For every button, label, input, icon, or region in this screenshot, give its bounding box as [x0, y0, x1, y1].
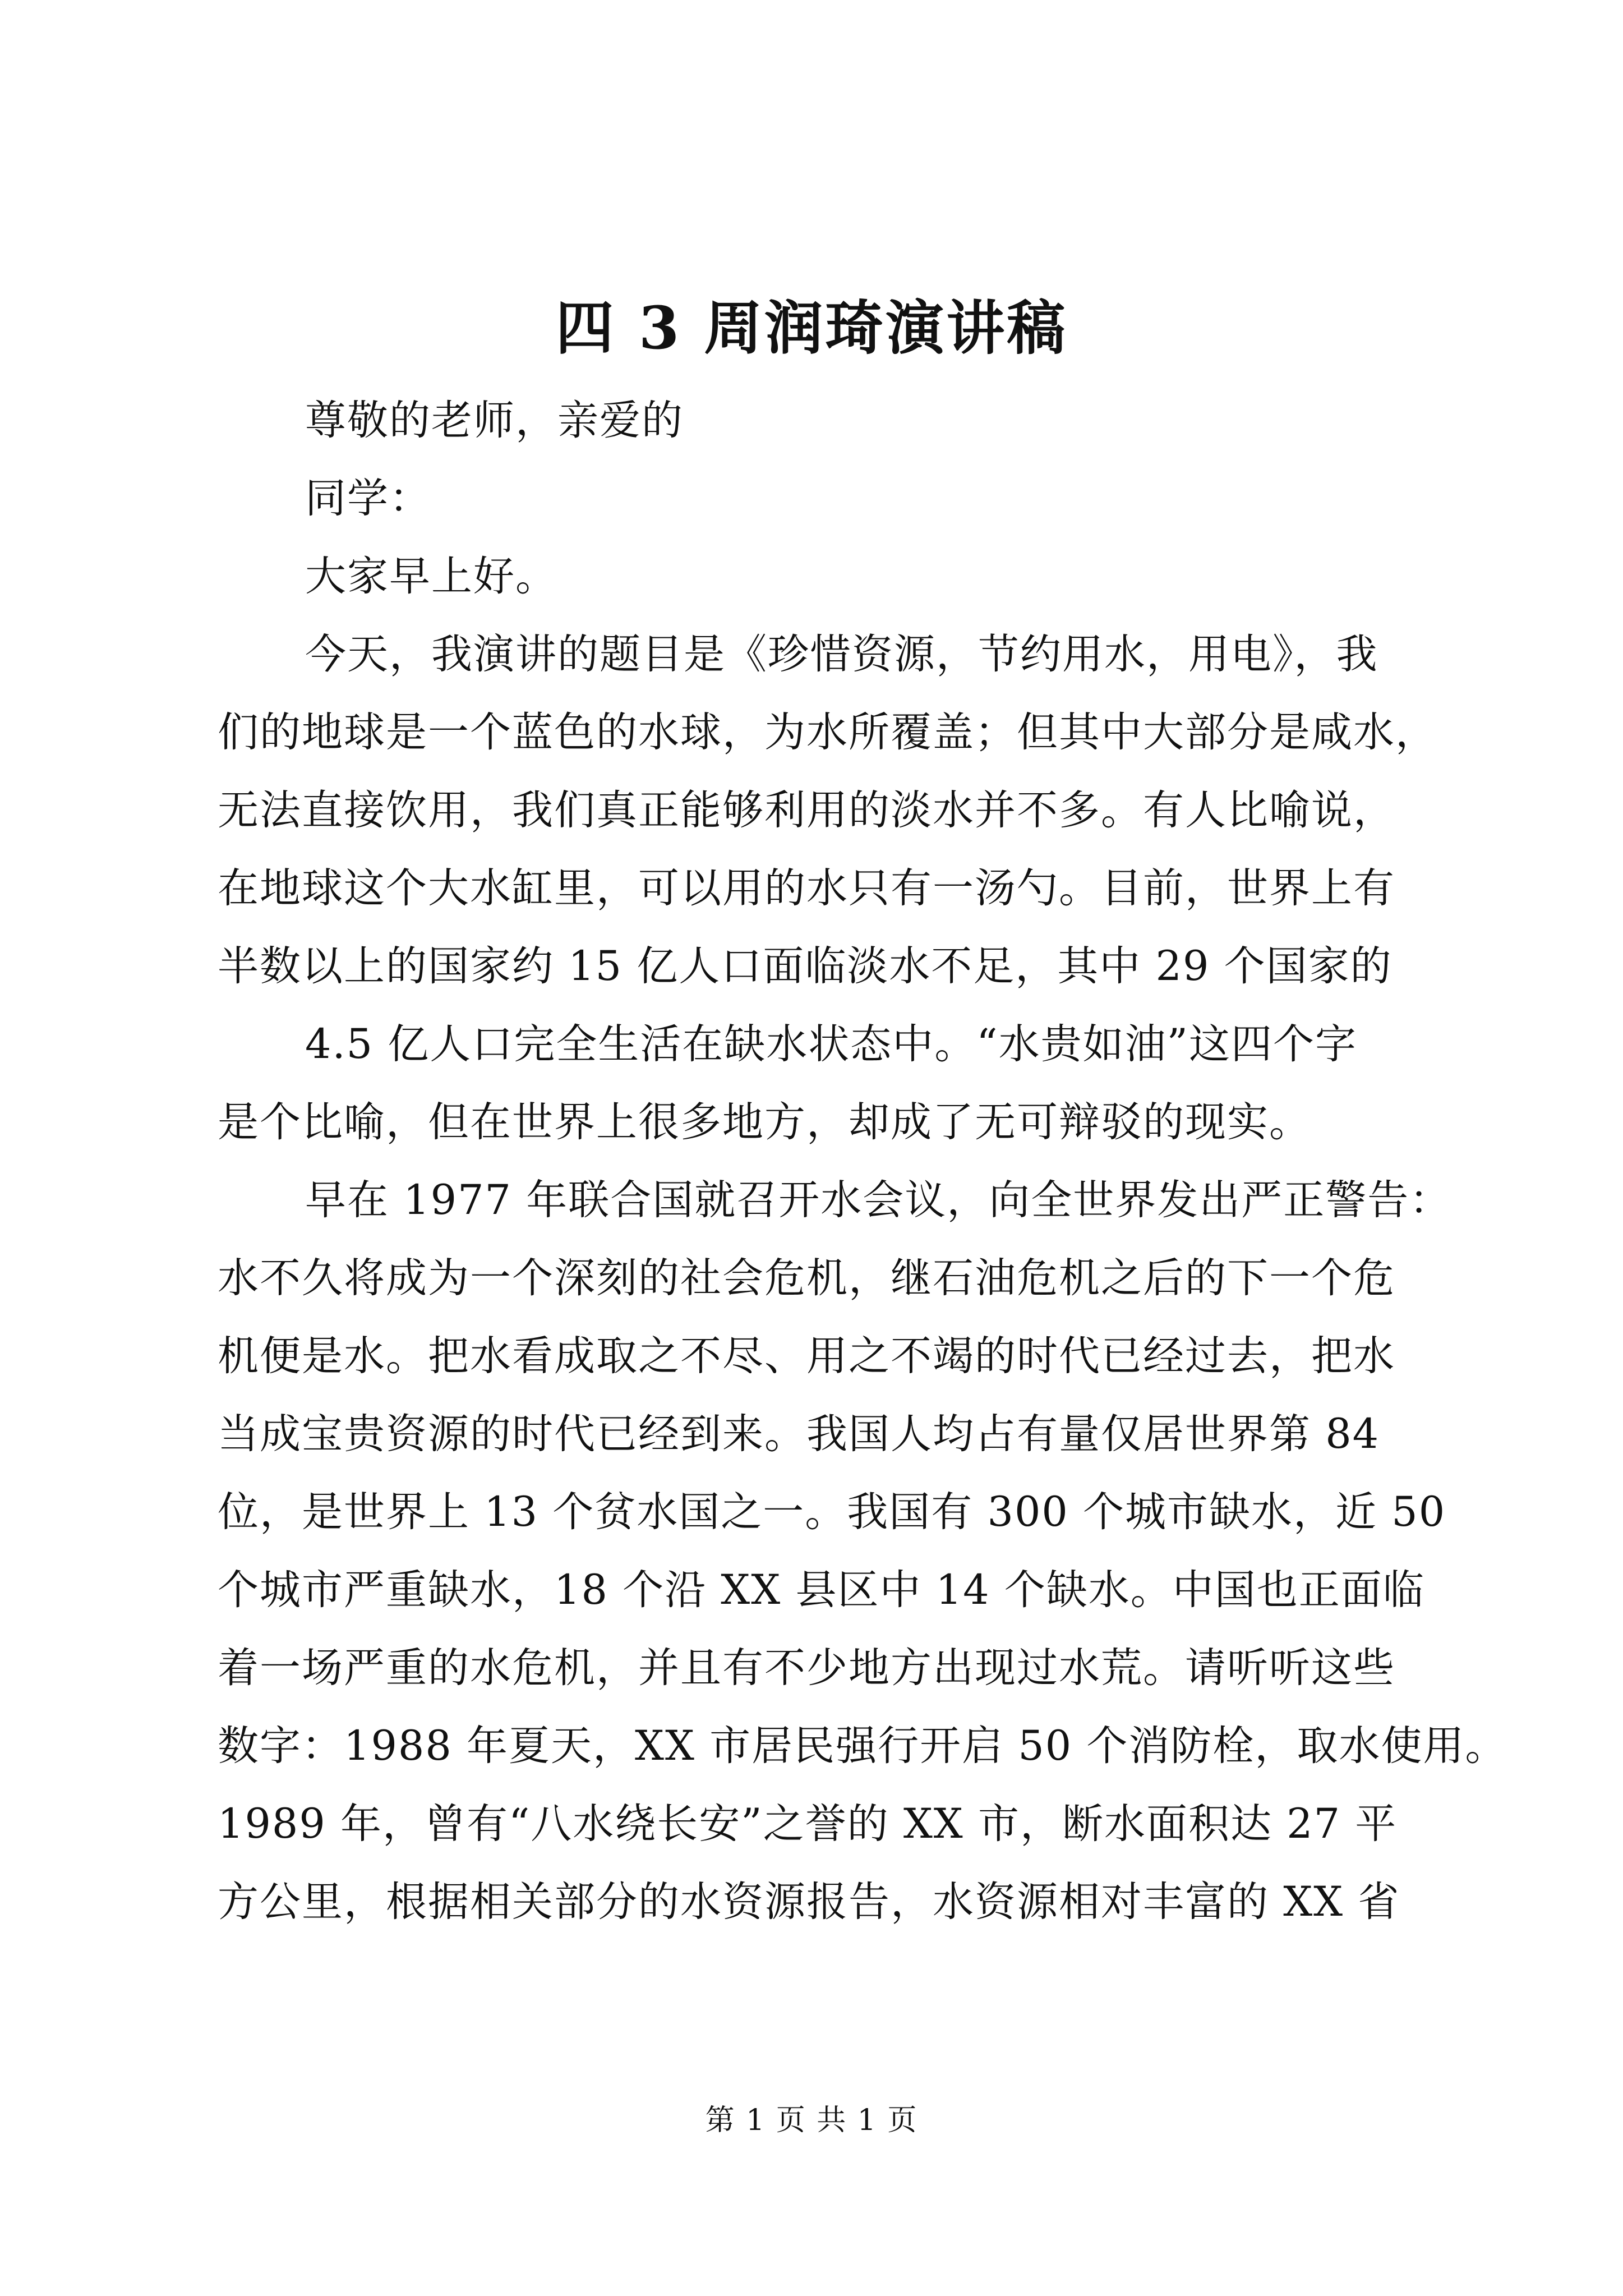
document-body [218, 381, 1507, 1941]
body-line: 方公里，根据相关部分的水资源报告，水资源相对丰富的 XX 省 [218, 1878, 1400, 1926]
body-line: 半数以上的国家约 15 亿人口面临淡水不足，其中 29 个国家的 [218, 942, 1393, 990]
body-line: 同学： [305, 475, 431, 522]
body-line: 早在 1977 年联合国就召开水会议，向全世界发出严正警告： [305, 1176, 1452, 1224]
body-line: 当成宝贵资源的时代已经到来。我国人均占有量仅居世界第 84 [218, 1410, 1380, 1458]
body-line: 大家早上好。 [305, 553, 557, 600]
body-line: 4.5 亿人口完全生活在缺水状态中。“水贵如油”这四个字 [305, 1020, 1357, 1068]
body-line: 今天，我演讲的题目是《珍惜资源，节约用水，用电》，我 [305, 631, 1378, 678]
body-line: 无法直接饮用，我们真正能够利用的淡水并不多。有人比喻说， [218, 786, 1395, 834]
body-line: 机便是水。把水看成取之不尽、用之不竭的时代已经过去，把水 [218, 1332, 1395, 1380]
body-line: 尊敬的老师，亲爱的 [305, 397, 684, 444]
body-line: 数字：1988 年夏天，XX 市居民强行开启 50 个消防栓，取水使用。 [218, 1722, 1507, 1770]
body-line: 着一场严重的水危机，并且有不少地方出现过水荒。请听听这些 [218, 1644, 1395, 1692]
body-line: 是个比喻，但在世界上很多地方，却成了无可辩驳的现实。 [218, 1098, 1311, 1146]
body-line: 们的地球是一个蓝色的水球，为水所覆盖；但其中大部分是咸水， [218, 708, 1437, 756]
body-line: 1989 年，曾有“八水绕长安”之誉的 XX 市，断水面积达 27 平 [218, 1800, 1398, 1848]
body-line: 在地球这个大水缸里，可以用的水只有一汤勺。目前，世界上有 [218, 864, 1395, 912]
document-title: 四 3 周润琦演讲稿 [555, 293, 1068, 362]
body-line: 位，是世界上 13 个贫水国之一。我国有 300 个城市缺水，近 50 [218, 1488, 1446, 1536]
body-line: 水不久将成为一个深刻的社会危机，继石油危机之后的下一个危 [218, 1254, 1395, 1302]
page-footer: 第 1 页 共 1 页 [705, 2104, 918, 2137]
body-line: 个城市严重缺水，18 个沿 XX 县区中 14 个缺水。中国也正面临 [218, 1566, 1425, 1614]
